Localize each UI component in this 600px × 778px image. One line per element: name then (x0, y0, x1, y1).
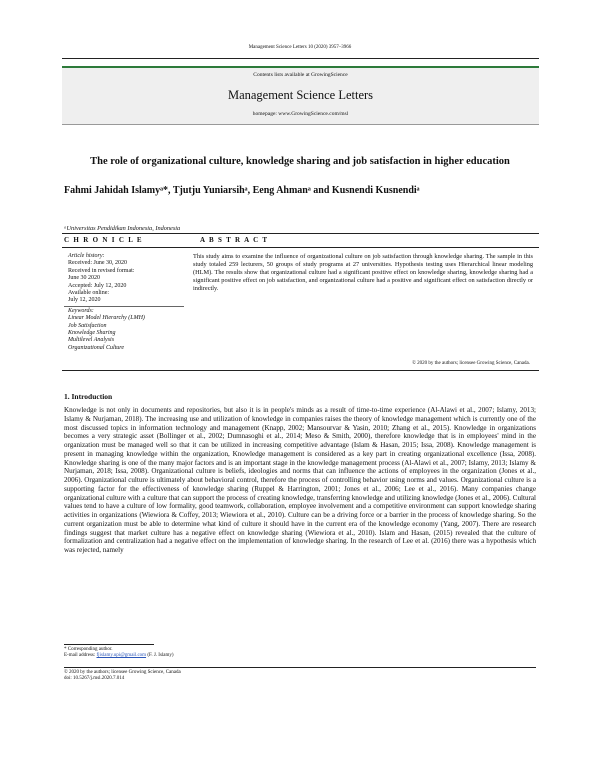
journal-citation: Management Science Letters 10 (2020) 3957–3966 (248, 45, 352, 50)
article-title: The role of organizational culture, knowledge sharing and job satisfaction in higher education (90, 156, 510, 167)
affiliation: ᵃUniversitas Pendidikan Indonesia, Indonesia (64, 225, 181, 232)
keyword: Multilevel Analysis (68, 337, 115, 344)
abstract-heading: A B S T R A C T (200, 236, 269, 244)
article-history-label: Article history: (68, 253, 105, 259)
email-label: E-mail address: (64, 653, 97, 658)
corresponding-note: * Corresponding author. (64, 647, 113, 652)
history-line: Received in revised format: (68, 267, 135, 274)
header-rule (62, 58, 539, 59)
keyword: Organizational Culture (68, 344, 125, 351)
abstract-text: This study aims to examine the influence of organizational culture on job satisfaction through knowledge sharing. The sample in this study totaled 259 lecturers, 50 groups of study programs at 27 universities. Hypothesis testing uses Hierarchical linear modeling (HLM). The results show that organizational culture had a significant positive effect on knowledge sharing, knowledge sharing had a significant positive effect on job satisfaction, and organizational culture had a positive and significant effect on satisfaction directly or indirectly. (193, 253, 533, 292)
license-rule (64, 667, 536, 668)
keyword: Knowledge Sharing (68, 330, 116, 337)
keywords-divider (64, 306, 184, 307)
journal-homepage[interactable]: homepage: www.GrowingScience.com/msl (252, 111, 349, 117)
history-line: Available online: (68, 290, 110, 297)
keywords-label: Keywords: (68, 307, 94, 314)
chronicle-bottom-rule (62, 370, 539, 371)
history-line: Accepted: July 12, 2020 (68, 282, 127, 289)
license-line: © 2020 by the authors; licensee Growing Science, Canada (64, 670, 181, 675)
history-line: Received: June 30, 2020 (68, 260, 127, 267)
keyword: Job Satisfaction (68, 322, 107, 329)
author-list: Fahmi Jahidah Islamyᵃ*, Tjutju Yuniarsihᵃ, Eeng Ahmanᵃ and Kusnendi Kusnendiᵃ (64, 185, 420, 196)
doi-line[interactable]: doi: 10.5267/j.msl.2020.7.014 (64, 676, 125, 681)
keyword: Linear Model Hierarchy (LMH) (68, 315, 145, 322)
journal-masthead (62, 66, 539, 125)
chronicle-heading: C H R O N I C L E (64, 236, 143, 244)
chronicle-column (68, 253, 194, 352)
chronicle-top-rule (62, 233, 539, 234)
history-line: June 30 2020 (68, 275, 100, 282)
footnote-rule (64, 644, 154, 645)
chronicle-mid-rule (62, 247, 539, 248)
history-line: July 12, 2020 (68, 297, 101, 304)
email-owner: (F. J. Islamy) (146, 653, 174, 658)
contents-line: Contents lists available at GrowingScience (253, 72, 348, 78)
email-link[interactable]: fjislamy.upi@gmail.com (96, 653, 147, 658)
abstract-copyright: © 2020 by the authors; licensee Growing Science, Canada. (412, 361, 530, 366)
introduction-heading: 1. Introduction (64, 392, 113, 401)
introduction-text: Knowledge is not only in documents and repositories, but also it is in people's minds as a result of time-to-time experience (Al-Alawi et al., 2007; Islamy, 2013; Islamy & Nurjaman, 2018). The increasing use and utilization of knowledge in companies raises the theory of knowledge management which is currently one of the most discussed topics in information technology and management (Knapp, 2002; Mansourvar & Yasin, 2010; Zhang et al., 2015). Knowledge in organizations becomes a very strategic asset (Bollinger et al., 2002; Dumnasoghi et al., 2014; Meso & Smith, 2000), therefore knowledge that is in employees' mind in the organization must be managed well so that it can be utilized in increasing competitive advantage (Islam & Hasan, 2015; Issa, 2008). Knowledge management is present in managing knowledge within the organization, Knowledge management is considered as a key part in creating organizational excellence (Issa, 2008). Knowledge sharing is one of the many major factors and is an important stage in the knowledge management process (Al-Alawi et al., 2007; Islamy, 2013; Islamy & Nurjaman, 2018; Issa, 2008). Organizational culture is beliefs, ideologies and norms that can influence the actions of employees in the organization (Jones et al., 2006). Organizational culture is ultimately about behavioral control, therefore the process of controlling behavior using norms and values. Organizational culture is a supporting factor for the effectiveness of knowledge sharing (Ruppel & Harrington, 2001; Jones et al., 2006; Lee et al., 2016). Many companies change organizational culture with a culture that can support the process of creating knowledge, transferring knowledge and utilizing knowledge (Jones et al., 2006). Cultural values tend to have a culture of low formality, good teamwork, collaboration, employee involvement and a competitive environment can support knowledge sharing activities in organizations (Wiewiora & Coffey, 2013; Wiewiora et al., 2010). Culture can be a driving force or a barrier in the process of knowledge sharing. So the current organization must be able to determine what kind of culture it should have in the current era of the knowledge economy (Yang, 2007). There are research findings suggest that market culture has a negative effect on knowledge sharing (Wiewiora et al., 2010). Islam and Hasan, (2015) revealed that the culture of formalization and centralization had a negative effect on the implementation of knowledge sharing. In the research of Lee et al. (2016) there was a hypothesis which was rejected, namely (64, 406, 536, 554)
email-line (64, 653, 174, 659)
journal-name: Management Science Letters (227, 88, 374, 102)
